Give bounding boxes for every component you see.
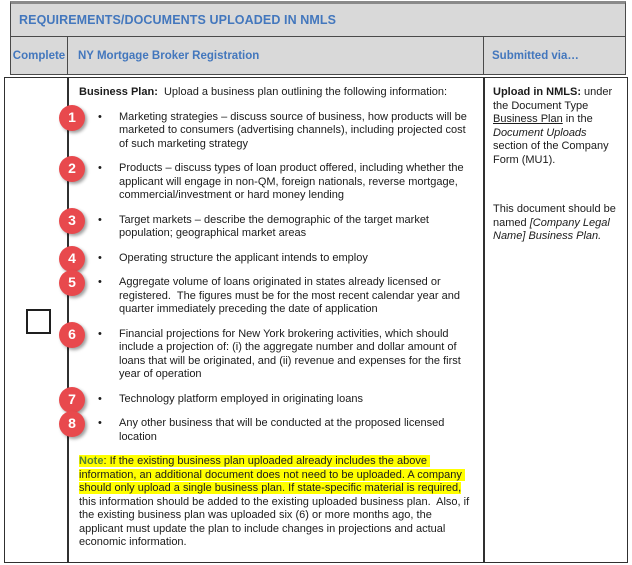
bullet-item-1 bbox=[68, 108, 477, 152]
note-rest-text: this information should be added to the existing uploaded business plan. Also, if the existing business plan was uploaded six (6) or more months ago, the applicant must update the plan to include changes in projections and actual economic information. bbox=[79, 482, 473, 548]
bullet-item-8 bbox=[68, 415, 477, 444]
callout-2-badge: 2 bbox=[59, 156, 85, 182]
naming-instructions bbox=[493, 203, 622, 244]
bullet-icon: • bbox=[98, 251, 102, 264]
naming-instructions-text: This document should be named bbox=[493, 203, 619, 229]
business-plan-intro bbox=[79, 86, 477, 100]
callout-6-badge: 6 bbox=[59, 322, 85, 348]
bullet-text: Products – discuss types of loan product offered, including whether the applicant will engage in non-QM, foreign nationals, reverse mortgage, commercial/investment or hard money lending bbox=[119, 162, 467, 201]
note-paragraph bbox=[79, 455, 477, 550]
submitted-via-cell bbox=[485, 78, 626, 244]
column-header-row bbox=[11, 37, 625, 74]
table-body-row bbox=[4, 77, 628, 563]
callout-8-badge: 8 bbox=[59, 411, 85, 437]
column-divider-left bbox=[67, 78, 69, 562]
callout-3-badge: 3 bbox=[59, 208, 85, 234]
upload-instructions-text: in the bbox=[562, 113, 596, 125]
bullet-text: Operating structure the applicant intends to employ bbox=[119, 251, 368, 264]
column-header-submitted-via bbox=[484, 37, 625, 74]
column-header-requirement-label: NY Mortgage Broker Registration bbox=[78, 49, 260, 62]
bullet-item-4 bbox=[68, 249, 477, 266]
business-plan-doc-type: Business Plan bbox=[493, 113, 563, 125]
table-header bbox=[10, 1, 626, 75]
requirement-cell bbox=[69, 78, 483, 550]
callout-4-badge: 4 bbox=[59, 246, 85, 272]
bullet-text: Any other business that will be conducted at the proposed licensed location bbox=[119, 417, 448, 443]
bullet-icon: • bbox=[98, 213, 102, 226]
bullet-text: Marketing strategies – discuss source of business, how products will be marketed to consumers (advertising channels), including projected cost of such marketing strategy bbox=[119, 110, 470, 150]
column-divider-right bbox=[483, 78, 485, 562]
document-name-format: [Company Legal Name] Business Plan. bbox=[493, 216, 613, 242]
table-title: REQUIREMENTS/DOCUMENTS UPLOADED IN NMLS bbox=[19, 13, 337, 27]
callout-5-badge: 5 bbox=[59, 270, 85, 296]
callout-1-badge: 1 bbox=[59, 105, 85, 131]
bullet-item-2 bbox=[68, 160, 477, 203]
bullet-text: Financial projections for New York brokering activities, which should include a projection of: (i) the aggregate number and dollar amount of loans that will be originated, and (ii) revenue and expenses for the first year of operation bbox=[119, 327, 464, 380]
upload-in-nmls-label: Upload in NMLS: bbox=[493, 86, 581, 98]
column-header-complete-label: Complete bbox=[12, 49, 66, 62]
upload-instructions bbox=[493, 86, 622, 167]
bullet-text: Aggregate volume of loans originated in states already licensed or registered. The figures must be for the most recent calendar year and quarter immediately preceding the date of application bbox=[119, 276, 464, 315]
callout-7-badge: 7 bbox=[59, 387, 85, 413]
bullet-item-7 bbox=[68, 390, 477, 407]
note-highlighted-text: : If the existing business plan uploaded already includes the above information, an additional document does not need to be uploaded. A company should only upload a single business plan. If state-specific material is required, bbox=[79, 455, 465, 494]
upload-instructions-text: section of the Company Form (MU1). bbox=[493, 126, 612, 166]
document-uploads-section: Document Uploads bbox=[493, 126, 587, 139]
table-title-row bbox=[11, 4, 625, 37]
bullet-icon: • bbox=[98, 392, 102, 405]
bullet-item-3 bbox=[68, 211, 477, 241]
column-header-submitted-via-label: Submitted via… bbox=[492, 49, 579, 62]
complete-checkbox[interactable] bbox=[26, 309, 51, 334]
bullet-icon: • bbox=[98, 110, 102, 123]
business-plan-intro-label: Business Plan: bbox=[79, 86, 158, 98]
note-highlight bbox=[79, 455, 465, 494]
bullet-icon: • bbox=[98, 417, 102, 429]
requirement-bullet-list bbox=[68, 108, 477, 445]
upload-instructions-text: under the Document Type bbox=[493, 86, 616, 112]
bullet-text: Target markets – describe the demographic of the target market population; geographical market areas bbox=[119, 213, 433, 239]
bullet-text: Technology platform employed in originating loans bbox=[119, 392, 363, 405]
bullet-icon: • bbox=[98, 162, 102, 174]
bullet-icon: • bbox=[98, 327, 102, 340]
bullet-item-5 bbox=[68, 274, 477, 317]
bullet-icon: • bbox=[98, 276, 102, 288]
business-plan-intro-text: Upload a business plan outlining the following information: bbox=[157, 86, 448, 98]
column-header-requirement bbox=[68, 37, 484, 74]
bullet-item-6 bbox=[68, 325, 477, 382]
note-label: Note bbox=[79, 455, 104, 467]
column-header-complete bbox=[11, 37, 68, 74]
